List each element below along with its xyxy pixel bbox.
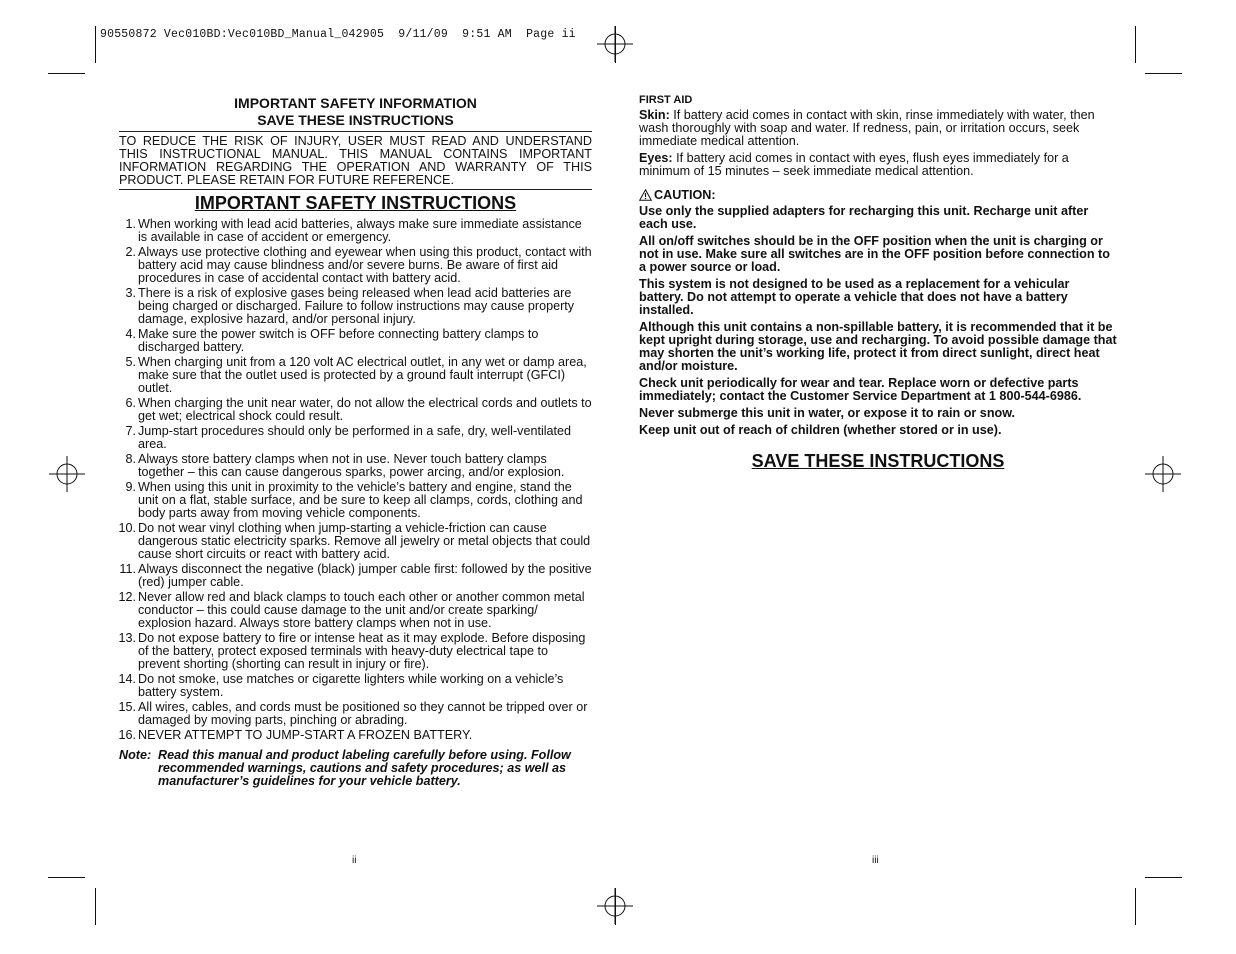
instruction-text: When charging unit from a 120 volt AC electrical outlet, in any wet or damp area, make sure that the outlet used is protected by a ground fault interrupt (GFCI) outlet. xyxy=(138,355,587,395)
instruction-item xyxy=(119,632,592,671)
caution-item: Never submerge this unit in water, or expose it to rain or snow. xyxy=(639,406,1016,420)
instruction-number: 6. xyxy=(125,396,136,410)
instruction-text: All wires, cables, and cords must be positioned so they cannot be tripped over or damaged by moving parts, pinching or abrading. xyxy=(138,700,588,727)
print-slug: 90550872 Vec010BD:Vec010BD_Manual_042905 9/11/09 9:51 AM Page ii xyxy=(100,28,576,41)
instruction-item xyxy=(119,356,592,395)
crop-mark xyxy=(1135,26,1136,63)
instruction-text: Make sure the power switch is OFF before connecting battery clamps to discharged battery. xyxy=(138,327,539,354)
instruction-text: NEVER ATTEMPT TO JUMP-START A FROZEN BATTERY. xyxy=(138,728,473,742)
instruction-number: 3. xyxy=(125,286,136,300)
instruction-item xyxy=(119,729,592,742)
eyes-text: If battery acid comes in contact with eyes, flush eyes immediately for a minimum of 15 minutes – seek immediate medical attention. xyxy=(639,151,1069,178)
caution-item: Keep unit out of reach of children (whether stored or in use). xyxy=(639,423,1002,437)
crop-mark xyxy=(95,26,96,63)
instruction-text: Jump-start procedures should only be performed in a safe, dry, well-ventilated area. xyxy=(138,424,572,451)
instruction-number: 14. xyxy=(118,672,136,686)
caution-item: Although this unit contains a non-spillable battery, it is recommended that it be kept upright during storage, use and recharging. To avoid possible damage that may shorten the unit’s working life, protect it from direct sunlight, direct heat and/or moisture. xyxy=(639,320,1117,373)
instruction-number: 1. xyxy=(125,217,136,231)
instruction-number: 15. xyxy=(118,700,136,714)
instruction-item xyxy=(119,397,592,423)
caution-item: This system is not designed to be used as a replacement for a vehicular battery. Do not attempt to operate a vehicle that does not have a battery installed. xyxy=(639,277,1070,317)
instruction-number: 13. xyxy=(118,631,136,645)
divider xyxy=(119,131,592,132)
skin-text: If battery acid comes in contact with skin, rinse immediately with water, then wash thoroughly with soap and water. If redness, pain, or irritation occurs, seek immediate medical attention. xyxy=(639,108,1095,148)
page-number: ii xyxy=(352,855,357,866)
instructions-list xyxy=(119,218,592,742)
instruction-item xyxy=(119,287,592,326)
crop-mark xyxy=(1135,888,1136,925)
caution-item: Use only the supplied adapters for recharging this unit. Recharge unit after each use. xyxy=(639,204,1089,231)
crop-mark xyxy=(48,73,85,74)
caution-item: Check unit periodically for wear and tear. Replace worn or defective parts immediately; contact the Customer Service Department at 1 800-544-6986. xyxy=(639,376,1082,403)
instruction-item xyxy=(119,453,592,479)
instruction-number: 5. xyxy=(125,355,136,369)
save-instructions-title: SAVE THESE INSTRUCTIONS xyxy=(751,451,1005,471)
right-page xyxy=(639,94,1117,472)
eyes-label: Eyes: xyxy=(639,151,673,165)
page-number: iii xyxy=(872,855,879,866)
crop-mark xyxy=(1145,877,1182,878)
instruction-item xyxy=(119,563,592,589)
first-aid-skin xyxy=(639,109,1117,148)
warning-triangle-icon xyxy=(639,189,652,201)
crop-mark xyxy=(95,888,96,925)
instruction-text: There is a risk of explosive gases being released when lead acid batteries are being charged or discharged. Failure to follow instructions may cause property damage, explosive hazard, and/or personal injury. xyxy=(138,286,575,326)
instruction-text: When charging the unit near water, do not allow the electrical cords and outlets to get wet; electrical shock could result. xyxy=(138,396,592,423)
instruction-item xyxy=(119,701,592,727)
instruction-text: When using this unit in proximity to the vehicle’s battery and engine, stand the unit on a flat, stable surface, and be sure to keep all clamps, cords, clothing and body parts away from moving vehicle components. xyxy=(138,480,583,520)
caution-item: All on/off switches should be in the OFF position when the unit is charging or not in use. Make sure all switches are in the OFF position before connection to a power source or load. xyxy=(639,234,1110,274)
save-instructions-subheading: SAVE THESE INSTRUCTIONS xyxy=(257,112,454,128)
caution-heading xyxy=(639,188,1117,202)
skin-label: Skin: xyxy=(639,108,670,122)
left-page xyxy=(119,95,592,788)
instruction-number: 2. xyxy=(125,245,136,259)
instruction-text: Do not smoke, use matches or cigarette lighters while working on a vehicle’s battery system. xyxy=(138,672,564,699)
instruction-item xyxy=(119,246,592,285)
caution-label: CAUTION: xyxy=(654,188,716,202)
instruction-item xyxy=(119,218,592,244)
instruction-item xyxy=(119,673,592,699)
divider xyxy=(119,189,592,190)
intro-paragraph: TO REDUCE THE RISK OF INJURY, USER MUST READ AND UNDERSTAND THIS INSTRUCTIONAL MANUAL. THIS MANUAL CONTAINS IMPORTANT INFORMATION REGARDING THE OPERATION AND WARRANTY OF THIS PRODUCT. PLEASE RETAIN FOR FUTURE REFERENCE. xyxy=(119,134,592,187)
instruction-number: 8. xyxy=(125,452,136,466)
crop-mark xyxy=(1145,73,1182,74)
instruction-text: Always use protective clothing and eyewear when using this product, contact with battery acid may cause blindness and/or severe burns. Be aware of first aid procedures in case of accidental contact with battery acid. xyxy=(138,245,592,285)
instruction-number: 10. xyxy=(118,521,136,535)
caution-list xyxy=(639,205,1117,437)
instruction-number: 12. xyxy=(118,590,136,604)
instruction-number: 9. xyxy=(125,480,136,494)
instruction-text: Always disconnect the negative (black) jumper cable first: followed by the positive (red) jumper cable. xyxy=(138,562,592,589)
registration-mark-icon xyxy=(597,888,633,924)
instruction-item xyxy=(119,481,592,520)
page-title: IMPORTANT SAFETY INSTRUCTIONS xyxy=(194,193,517,213)
instruction-text: Always store battery clamps when not in use. Never touch battery clamps together – this can cause dangerous sparks, power arcing, and/or explosion. xyxy=(138,452,565,479)
instruction-text: Never allow red and black clamps to touch each other or another common metal conductor – this could cause damage to the unit and/or create sparking/ explosion hazard. Always store battery clamps when not in use. xyxy=(138,590,585,630)
instruction-item xyxy=(119,522,592,561)
registration-mark-icon xyxy=(49,456,85,492)
first-aid-eyes xyxy=(639,152,1117,178)
safety-info-heading: IMPORTANT SAFETY INFORMATION xyxy=(234,95,477,111)
note-block xyxy=(119,749,592,788)
instruction-number: 4. xyxy=(125,327,136,341)
instruction-text: Do not wear vinyl clothing when jump-starting a vehicle-friction can cause dangerous static electricity sparks. Remove all jewelry or metal objects that could cause short circuits or react with battery acid. xyxy=(138,521,591,561)
note-text: Read this manual and product labeling carefully before using. Follow recommended warnings, cautions and safety procedures; as well as manufacturer’s guidelines for your vehicle battery. xyxy=(158,748,571,788)
instruction-item xyxy=(119,425,592,451)
instruction-number: 16. xyxy=(118,728,136,742)
crop-mark xyxy=(48,877,85,878)
instruction-item xyxy=(119,591,592,630)
registration-mark-icon xyxy=(597,26,633,62)
instruction-item xyxy=(119,328,592,354)
instruction-text: When working with lead acid batteries, always make sure immediate assistance is available in case of accident or emergency. xyxy=(138,217,582,244)
first-aid-heading: FIRST AID xyxy=(639,94,693,106)
instruction-number: 7. xyxy=(125,424,136,438)
instruction-number: 11. xyxy=(119,562,136,576)
note-label: Note: xyxy=(119,748,152,762)
instruction-text: Do not expose battery to fire or intense heat as it may explode. Before disposing of the battery, protect exposed terminals with heavy-duty electrical tape to prevent shorting (shorting can result in injury or fire). xyxy=(138,631,586,671)
registration-mark-icon xyxy=(1145,456,1181,492)
